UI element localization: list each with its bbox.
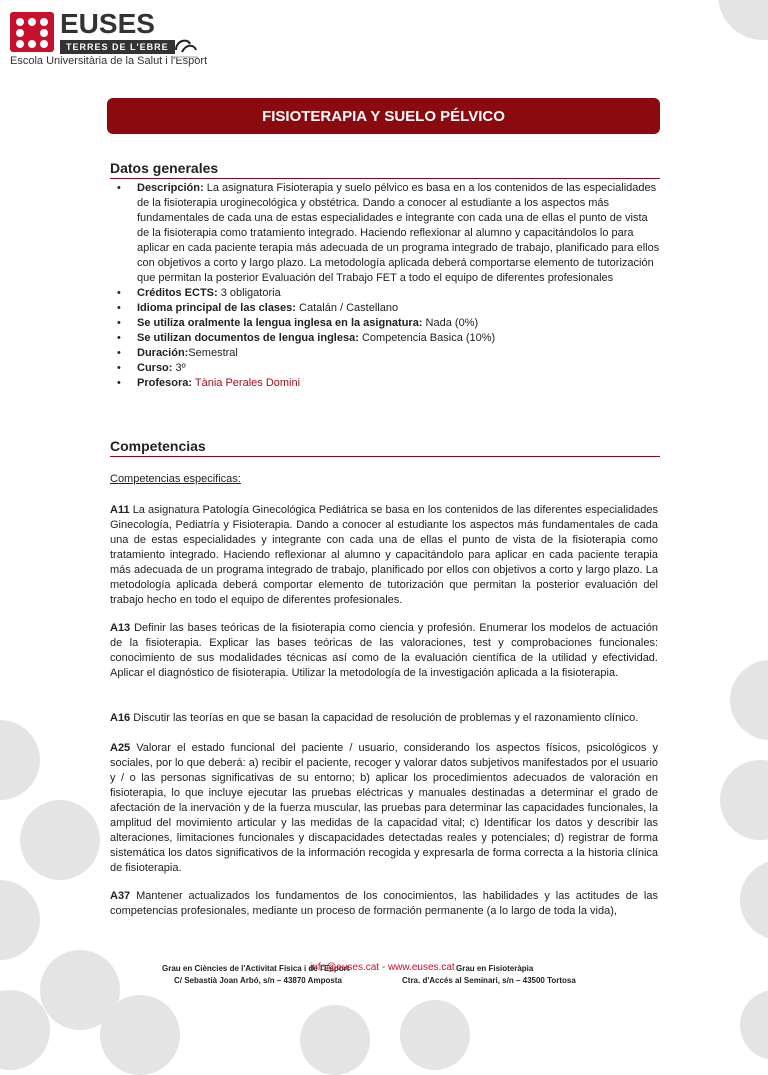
list-item xyxy=(110,376,660,391)
competency-a16 xyxy=(110,711,658,726)
decorative-circle xyxy=(740,990,768,1060)
competency-text: Discutir las teorías en que se basan la capacidad de resolución de problemas y el razonamiento clínico. xyxy=(133,712,639,724)
section-divider xyxy=(110,178,660,179)
general-data-list xyxy=(110,181,660,391)
decorative-circle xyxy=(0,880,40,960)
competency-code: A16 xyxy=(110,712,131,724)
competency-text: La asignatura Patología Ginecológica Pediátrica se basa en los contenidos de las diferentes especialidades Ginecología, Pediatría y Fisioterapia. Dando a conocer al estudiante los aspectos más fundamentales de cada una de estas especialidades y integrante con cada una de ellas el punto de vista de la fisioterapia como tratamiento integrado. Haciendo reflexionar al alumno y capacitándolo para aplicar en cada paciente terapia más adecuada de un programa integrado de trabajo, planificado por ellos con objetivos a corto y largo plazo. La metodología aplicada deberá comportar elemento de tutorización que permitan la posterior evaluación del trabajo hecho en todo el equipo de diferentes profesionales. xyxy=(110,504,658,606)
euses-logo-mark-icon xyxy=(10,12,54,52)
decorative-circle xyxy=(0,720,40,800)
page-title: FISIOTERAPIA Y SUELO PÉLVICO xyxy=(107,98,660,134)
decorative-circle xyxy=(20,800,100,880)
item-label: Idioma principal de las clases: xyxy=(137,302,296,314)
decorative-circle xyxy=(720,760,768,840)
footer-left-line1: Grau en Ciències de l'Activitat Física i de l'Esport xyxy=(162,964,350,973)
decorative-circle xyxy=(718,0,768,40)
item-value: 3º xyxy=(175,362,186,374)
competency-code: A11 xyxy=(110,504,130,516)
competency-code: A37 xyxy=(110,890,131,902)
partner-logo-icon xyxy=(168,30,202,60)
decorative-circle xyxy=(740,860,768,940)
item-label: Se utiliza oralmente la lengua inglesa en la asignatura: xyxy=(137,317,423,329)
competency-code: A13 xyxy=(110,622,131,634)
competency-a11 xyxy=(110,503,658,608)
list-item xyxy=(110,286,660,301)
decorative-circle xyxy=(300,1005,370,1075)
description-label: Descripción: xyxy=(137,182,204,194)
competency-code: A25 xyxy=(110,742,131,754)
item-label: Curso: xyxy=(137,362,173,374)
list-item xyxy=(110,361,660,376)
professor-label: Profesora: xyxy=(137,377,193,389)
logo-name: EUSES xyxy=(60,8,155,39)
decorative-circle xyxy=(730,660,768,740)
footer-right-line1: Grau en Fisioteràpia xyxy=(456,964,534,973)
section-heading-competencias: Competencias xyxy=(110,438,206,454)
item-value: Catalán / Castellano xyxy=(299,302,399,314)
item-label: Duración: xyxy=(137,347,189,359)
list-item xyxy=(110,301,660,316)
competency-text: Definir las bases teóricas de la fisioterapia como ciencia y profesión. Enumerar los modelos de actuación de la fisioterapia. Explicar las bases teóricas de las valoraciones, test y comprobaciones funcionales: conocimiento de sus modalidades técnicas así como de la evaluación científica de la utilidad y efectividad. Aplicar el diagnóstico de fisioterapia. Utilizar la metodología de la investigación aplicada a la fisioterapia. xyxy=(110,622,658,679)
competency-a25 xyxy=(110,741,658,876)
item-value: Semestral xyxy=(188,347,238,359)
footer-left-line2: C/ Sebastià Joan Arbó, s/n – 43870 Amposta xyxy=(174,976,342,985)
decorative-circle xyxy=(100,995,180,1075)
logo-school-name: Escola Universitària de la Salut i l'Esport xyxy=(10,55,208,67)
item-value: Competencia Basica (10%) xyxy=(361,332,496,344)
logo-tagline: TERRES DE L'EBRE xyxy=(60,40,175,54)
item-label: Créditos ECTS: xyxy=(137,287,218,299)
section-divider xyxy=(110,456,660,457)
footer-contact-link[interactable]: info@euses.cat - www.euses.cat xyxy=(310,962,455,973)
item-label: Se utilizan documentos de lengua inglesa: xyxy=(137,332,359,344)
list-item xyxy=(110,316,660,331)
decorative-circle xyxy=(400,1000,470,1070)
competencias-subheading: Competencias especificas: xyxy=(110,473,241,485)
item-value: Nada (0%) xyxy=(425,317,479,329)
list-item xyxy=(110,346,660,361)
list-item xyxy=(110,181,660,286)
description-text: La asignatura Fisioterapia y suelo pélvico es basa en a los contenidos de las especialidades de la fisioterapia uroginecológica y obstétrica. Dando a conocer al estudiante a los aspectos más fundamentales de cada una de estas especialidades e integrante con cada una de ellas el punto de vista de la fisioterapia como tratamiento integrado. Haciendo reflexionar al alumno y capacitándolos lo para aplicar en cada paciente terapia más adecuada de un programa integrado de trabajo, planificado para ellos con objetivos a corto y largo plazo. La metodología aplicada deberá comportarse elemento de tutorización que permitan la posterior Evaluación del Trabajo FET a todo el equipo de diferentes profesionales xyxy=(137,182,660,284)
competency-text: Valorar el estado funcional del paciente / usuario, considerando los aspectos físicos, psicológicos y sociales, por lo que deberá: a) recibir el paciente, recoger y valorar datos subjetivos manifestados por el usuario y / o las personas significativas de su entorno; b) aplicar los procedimientos adecuados de valoración en fisioterapia, lo que incluye ejecutar las pruebas eléctricas y manuales destinadas a determinar el grado de afectación de la inervación y de la fuerza muscular, las pruebas para determinar las capacidades funcionales, la amplitud del movimiento articular y las medidas de la capacidad vital; c) Identificar los datos y describir las alteraciones, limitaciones funcionales y discapacidades detectadas reales y potenciales; d) registrar de forma sistemática los datos significativos de la información recogida y expresarla de forma correcta a la historia clínica de fisioterapia. xyxy=(110,742,658,874)
item-value: 3 obligatoria xyxy=(220,287,281,299)
competency-a13 xyxy=(110,621,658,681)
professor-name: Tània Perales Domini xyxy=(194,377,301,389)
footer-right xyxy=(402,963,576,987)
section-heading-general: Datos generales xyxy=(110,160,219,176)
footer-right-line2: Ctra. d'Accés al Seminari, s/n – 43500 Tortosa xyxy=(402,976,576,985)
list-item xyxy=(110,331,660,346)
competency-text: Mantener actualizados los fundamentos de los conocimientos, las habilidades y las actitudes de las competencias profesionales, mediante un proceso de formación permanente (a lo largo de toda la vida), xyxy=(110,890,658,917)
competency-a37 xyxy=(110,889,658,919)
